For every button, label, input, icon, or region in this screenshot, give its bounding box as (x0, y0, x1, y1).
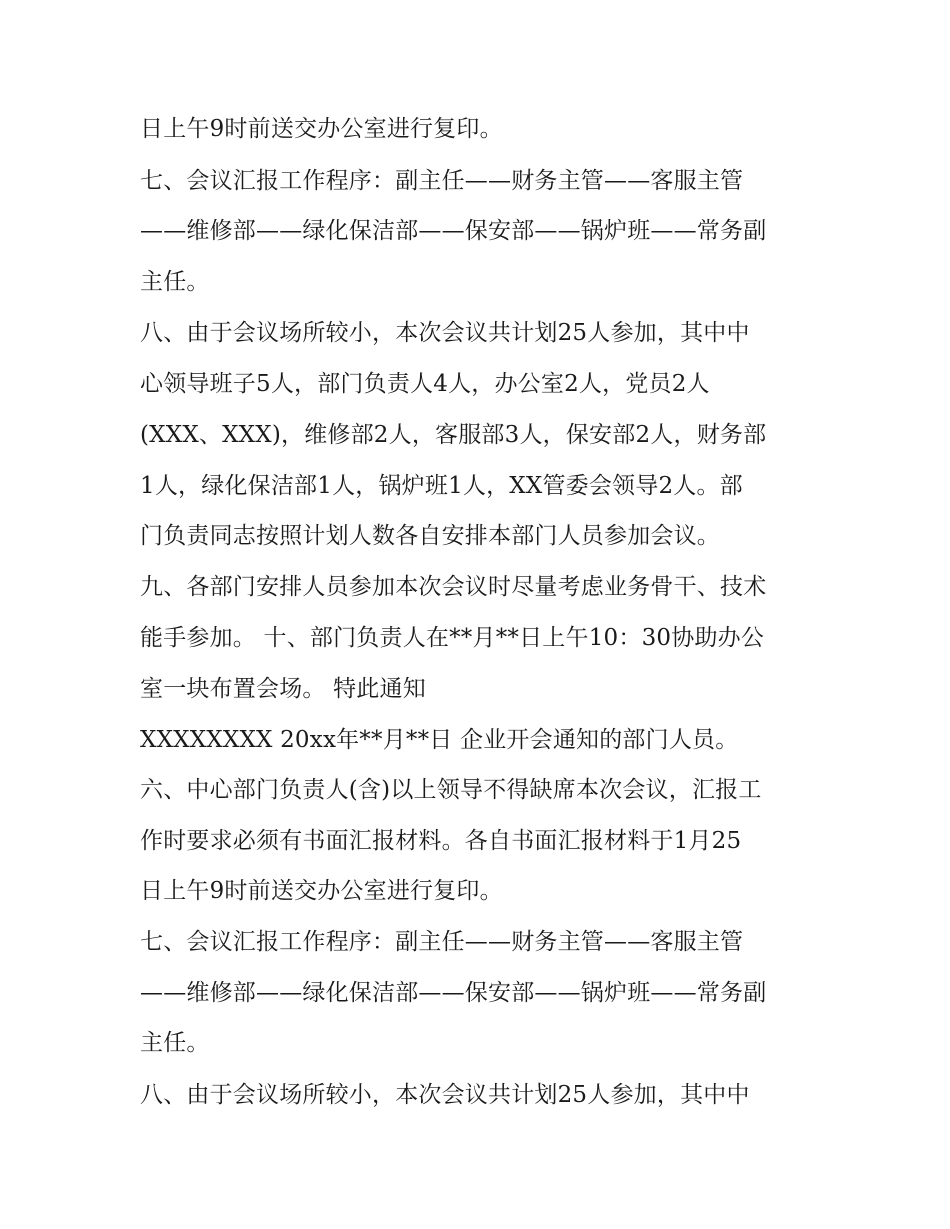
text-line: 日上午9时前送交办公室进行复印。 (140, 116, 503, 142)
text-line: 八、由于会议场所较小，本次会议共计划25人参加，其中中 (140, 320, 750, 346)
text-line: 主任。 (140, 1030, 210, 1056)
text-line: 作时要求必须有书面汇报材料。各自书面汇报材料于1月25 (140, 828, 742, 854)
text-line: 七、会议汇报工作程序：副主任——财务主管——客服主管 (140, 929, 744, 955)
text-line: ——维修部——绿化保洁部——保安部——锅炉班——常务副 (140, 218, 767, 244)
text-line: ——维修部——绿化保洁部——保安部——锅炉班——常务副 (140, 980, 767, 1006)
text-line: 日上午9时前送交办公室进行复印。 (140, 878, 503, 904)
text-line: 主任。 (140, 269, 210, 295)
text-line: (XXX、XXX)，维修部2人，客服部3人，保安部2人，财务部 (140, 422, 767, 448)
text-line: 六、中心部门负责人(含)以上领导不得缺席本次会议，汇报工 (140, 777, 762, 803)
text-line: 室一块布置会场。 特此通知 (140, 676, 426, 702)
text-line: 八、由于会议场所较小，本次会议共计划25人参加，其中中 (140, 1082, 750, 1108)
text-line: XXXXXXXX 20xx年**月**日 企业开会通知的部门人员。 (140, 727, 739, 753)
text-line: 九、各部门安排人员参加本次会议时尽量考虑业务骨干、技术 (140, 574, 767, 600)
text-line: 七、会议汇报工作程序：副主任——财务主管——客服主管 (140, 168, 744, 194)
text-line: 心领导班子5人，部门负责人4人，办公室2人，党员2人 (140, 371, 710, 397)
text-line: 1人，绿化保洁部1人，锅炉班1人，XX管委会领导2人。部 (140, 473, 743, 499)
text-line: 门负责同志按照计划人数各自安排本部门人员参加会议。 (140, 523, 720, 549)
text-line: 能手参加。 十、部门负责人在**月**日上午10：30协助办公 (140, 625, 765, 651)
